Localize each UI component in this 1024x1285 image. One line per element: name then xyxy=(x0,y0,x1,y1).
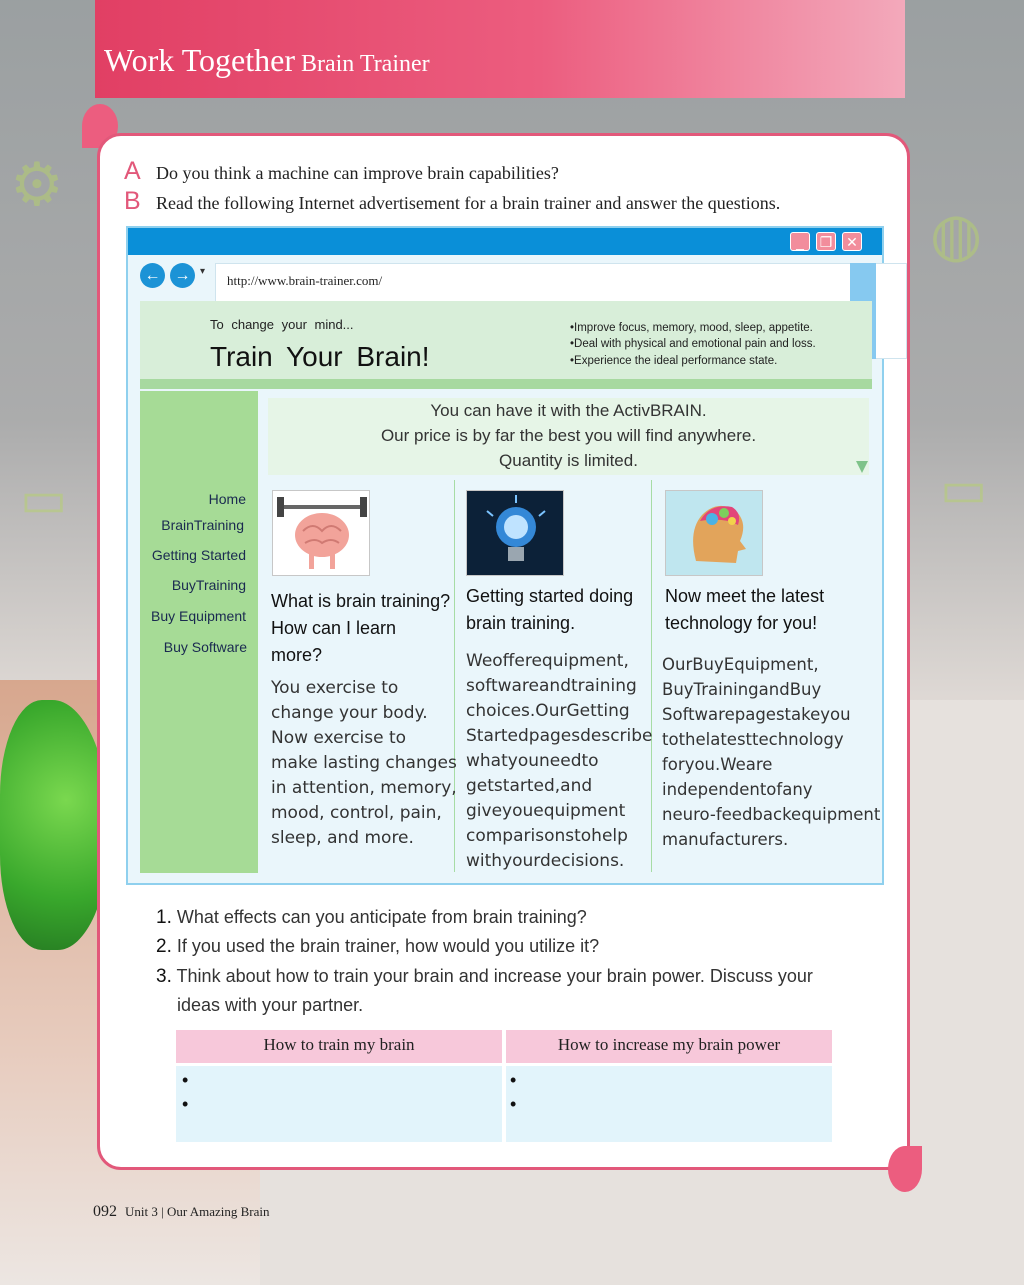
promo-corner-icon xyxy=(856,461,868,473)
url-text: http://www.brain-trainer.com/ xyxy=(227,273,383,288)
question-text: If you used the brain trainer, how would you utilize it? xyxy=(176,936,600,956)
hero-bullet: •Experience the ideal performance state. xyxy=(570,355,778,367)
answer-cell-train[interactable] xyxy=(176,1066,502,1142)
sidebar-item-buy-equipment[interactable]: Buy Equipment xyxy=(151,608,246,624)
bullet: • xyxy=(510,1070,517,1090)
column-title: Now meet the latest technology for you! xyxy=(665,586,825,633)
answer-table xyxy=(176,1030,832,1142)
answer-cell-power[interactable] xyxy=(506,1066,832,1142)
forward-arrow-icon[interactable]: → xyxy=(170,263,195,288)
sidebar-item-getting-started[interactable]: Getting Started xyxy=(151,547,246,563)
question-text: Do you think a machine can improve brain capabilities? xyxy=(156,163,559,183)
sidebar-item-home[interactable]: Home xyxy=(208,491,246,507)
hero-bullet: •Deal with physical and emotional pain and loss. xyxy=(570,338,816,350)
column-body: Weofferequipment, softwareandtraining choices.OurGetting Startedpagesdescribe whatyouneedto getstarted,and giveyouequipment comparisonstohelp withyourdecisions. xyxy=(466,651,653,871)
page-number: 092 xyxy=(93,1203,117,1220)
promo-line: Quantity is limited. xyxy=(499,451,638,470)
page-footer xyxy=(93,1203,270,1221)
discussion-question-3 xyxy=(156,966,813,988)
question-text: What effects can you anticipate from brain training? xyxy=(176,907,587,927)
question-number: 1. xyxy=(156,907,172,928)
brain-dumbbell-image xyxy=(272,490,370,576)
promo-box xyxy=(268,398,869,475)
question-number: 3. xyxy=(156,966,172,987)
bullet: • xyxy=(182,1094,189,1114)
restore-icon[interactable]: ❐ xyxy=(816,232,836,251)
table-header: How to train my brain xyxy=(176,1030,502,1063)
page-title xyxy=(104,42,430,79)
laptop-icon: ▭ xyxy=(20,470,68,528)
sidebar-item-buytraining[interactable]: BuyTraining xyxy=(171,577,246,593)
question-letter: A xyxy=(124,157,141,185)
hero-divider xyxy=(140,379,872,389)
discussion-question-1 xyxy=(156,907,587,929)
sidebar-item-braintraining[interactable]: BrainTraining xyxy=(161,517,244,533)
minimize-icon[interactable]: _ xyxy=(790,232,810,251)
section-title: Work Together xyxy=(104,42,295,78)
question-number: 2. xyxy=(156,936,172,957)
question-b xyxy=(124,187,780,216)
question-text: Read the following Internet advertisement for a brain trainer and answer the questions. xyxy=(156,193,781,213)
column-body: OurBuyEquipment, BuyTrainingandBuy Softwarepagestakeyou tothelatesttechnology foryou.Weare independentofany neuro-feedbackequipment manufacturers. xyxy=(662,655,881,849)
section-subtitle: Brain Trainer xyxy=(300,51,430,77)
colorful-head-image xyxy=(665,490,763,576)
hero-tagline: To change your mind... xyxy=(210,317,354,332)
discussion-question-3-cont: ideas with your partner. xyxy=(177,995,364,1015)
unit-label: Unit 3 | Our Amazing Brain xyxy=(125,1204,270,1219)
hero-bullet: •Improve focus, memory, mood, sleep, appetite. xyxy=(570,322,813,334)
gear-icon: ⚙ xyxy=(10,150,64,220)
promo-line: You can have it with the ActivBRAIN. xyxy=(430,401,707,420)
lightbulb-image xyxy=(466,490,564,576)
sidebar-nav xyxy=(140,391,258,873)
question-text: Think about how to train your brain and increase your brain power. Discuss your xyxy=(176,966,813,986)
hero-title: Train Your Brain! xyxy=(210,341,430,372)
column-body: You exercise to change your body. Now exercise to make lasting changes in attention, memory, mood, control, pain, sleep, and more. xyxy=(271,678,457,848)
globe-icon: ◍ xyxy=(930,200,983,270)
question-letter: B xyxy=(124,187,141,215)
close-icon[interactable]: ✕ xyxy=(842,232,862,251)
laptop-icon: ▭ xyxy=(940,460,988,518)
history-dropdown-icon[interactable]: ▾ xyxy=(200,266,206,277)
bullet: • xyxy=(182,1070,189,1090)
bullet: • xyxy=(510,1094,517,1114)
table-header: How to increase my brain power xyxy=(506,1030,832,1063)
discussion-question-2 xyxy=(156,936,599,958)
promo-line: Our price is by far the best you will find anywhere. xyxy=(380,426,757,445)
browser-titlebar xyxy=(128,228,882,255)
column-title: What is brain training? How can I learn more? xyxy=(271,591,451,665)
question-a xyxy=(124,157,559,186)
column-title: Getting started doing brain training. xyxy=(466,586,634,633)
back-arrow-icon[interactable]: ← xyxy=(140,263,165,288)
sidebar-item-buy-software[interactable]: Buy Software xyxy=(163,639,247,655)
card-tab-decoration xyxy=(888,1146,922,1192)
browser-window xyxy=(126,226,884,885)
